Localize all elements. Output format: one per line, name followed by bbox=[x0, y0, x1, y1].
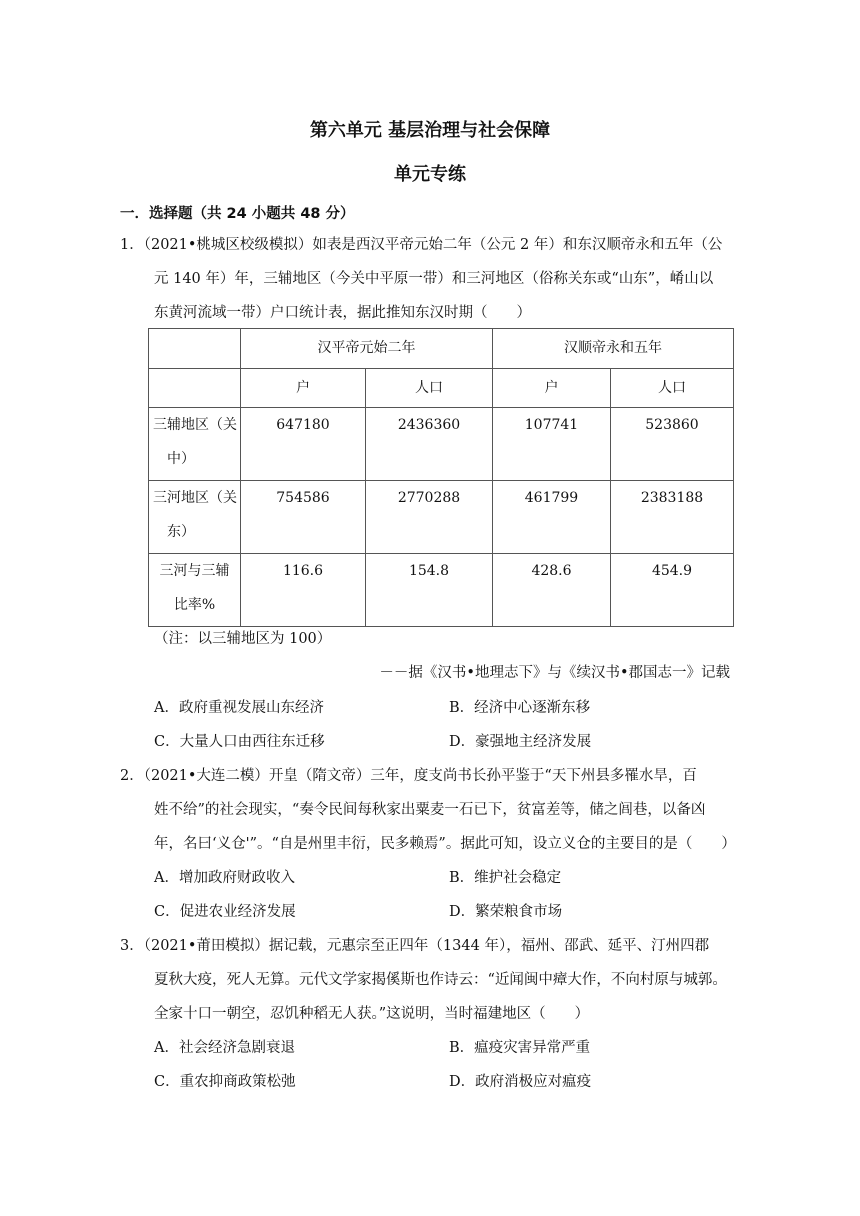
question-1-options bbox=[154, 691, 754, 759]
question-3-line-1: 3．（2021•莆田模拟）据记载，元惠宗至正四年（1344 年），福州、邵武、延平、汀州四郡 bbox=[120, 938, 710, 954]
table-subheader-households-1: 户 bbox=[241, 369, 366, 408]
table-cell: 154.8 bbox=[366, 554, 493, 627]
question-2-option-b[interactable]: B．维护社会稳定 bbox=[449, 870, 562, 886]
question-3-option-d[interactable]: D．政府消极应对瘟疫 bbox=[449, 1074, 592, 1090]
table-cell: 116.6 bbox=[241, 554, 366, 627]
table-row-label: 三河与三辅 比率% bbox=[149, 554, 241, 627]
table-header-period-2: 汉顺帝永和五年 bbox=[493, 329, 734, 369]
question-2-line-1: 2．（2021•大连二模）开皇（隋文帝）三年，度支尚书长孙平鉴于“天下州县多罹水旱，百 bbox=[120, 768, 697, 784]
question-1-option-d[interactable]: D．豪强地主经济发展 bbox=[449, 734, 592, 750]
question-2-options bbox=[154, 861, 754, 929]
table-cell: 428.6 bbox=[493, 554, 611, 627]
question-1-option-a[interactable]: A．政府重视发展山东经济 bbox=[154, 700, 324, 716]
question-1-line-3: 东黄河流域一带）户口统计表，据此推知东汉时期（ ） bbox=[154, 305, 531, 321]
table-row-label: 三河地区（关 东） bbox=[149, 481, 241, 554]
table-corner-cell bbox=[149, 329, 241, 369]
question-2-line-2: 姓不给”的社会现实，“奏令民间每秋家出粟麦一石已下，贫富差等，储之闾巷，以备凶 bbox=[154, 802, 706, 818]
question-1-option-c[interactable]: C．大量人口由西往东迁移 bbox=[154, 734, 325, 750]
table-subheader-households-2: 户 bbox=[493, 369, 611, 408]
question-3-line-3: 全家十口一朝空，忍饥种稻无人获。”这说明，当时福建地区（ ） bbox=[154, 1006, 590, 1022]
table-subheader-population-2: 人口 bbox=[611, 369, 734, 408]
table-cell: 2770288 bbox=[366, 481, 493, 554]
question-2-option-d[interactable]: D．繁荣粮食市场 bbox=[449, 904, 563, 920]
question-3-stem bbox=[120, 929, 735, 1031]
table-row-label: 三辅地区（关 中） bbox=[149, 408, 241, 481]
table-subheader-empty bbox=[149, 369, 241, 408]
table-cell: 2436360 bbox=[366, 408, 493, 481]
table-header-period-1: 汉平帝元始二年 bbox=[241, 329, 493, 369]
question-1-option-b[interactable]: B．经济中心逐渐东移 bbox=[449, 700, 591, 716]
question-3-option-b[interactable]: B．瘟疫灾害异常严重 bbox=[449, 1040, 591, 1056]
question-1-line-2: 元 140 年）年，三辅地区（今关中平原一带）和三河地区（俗称关东或“山东”，崤山以 bbox=[154, 271, 714, 287]
table-row bbox=[149, 554, 734, 627]
question-3-line-2: 夏秋大疫，死人无算。元代文学家揭傒斯也作诗云：“近闻闽中瘴大作，不向村原与城郭。 bbox=[154, 972, 727, 988]
table-row bbox=[149, 408, 734, 481]
table-cell: 454.9 bbox=[611, 554, 734, 627]
table-note: （注：以三辅地区为 100） bbox=[154, 631, 332, 647]
table-cell: 107741 bbox=[493, 408, 611, 481]
question-3-option-a[interactable]: A．社会经济急剧衰退 bbox=[154, 1040, 295, 1056]
question-3-options bbox=[154, 1031, 754, 1099]
table-source: －－据《汉书•地理志下》与《续汉书•郡国志一》记载 bbox=[379, 665, 730, 681]
question-2-option-c[interactable]: C．促进农业经济发展 bbox=[154, 904, 296, 920]
page-title: 第六单元 基层治理与社会保障 bbox=[309, 120, 551, 141]
table-cell: 754586 bbox=[241, 481, 366, 554]
question-3-option-c[interactable]: C．重农抑商政策松弛 bbox=[154, 1074, 296, 1090]
question-2-stem bbox=[120, 759, 735, 861]
table-cell: 2383188 bbox=[611, 481, 734, 554]
table-row bbox=[149, 481, 734, 554]
household-population-table bbox=[148, 328, 734, 627]
table-cell: 461799 bbox=[493, 481, 611, 554]
question-1-stem bbox=[120, 228, 735, 330]
table-cell: 523860 bbox=[611, 408, 734, 481]
question-1-line-1: 1．（2021•桃城区校级模拟）如表是西汉平帝元始二年（公元 2 年）和东汉顺帝永和五年（公 bbox=[120, 237, 723, 253]
question-2-option-a[interactable]: A．增加政府财政收入 bbox=[154, 870, 295, 886]
section-heading: 一．选择题（共 24 小题共 48 分） bbox=[120, 206, 355, 222]
table-cell: 647180 bbox=[241, 408, 366, 481]
table-subheader-population-1: 人口 bbox=[366, 369, 493, 408]
page-subtitle: 单元专练 bbox=[394, 164, 466, 185]
question-2-line-3: 年，名曰‘义仓'”。“自是州里丰衍，民多赖焉”。据此可知，设立义仓的主要目的是（ ） bbox=[154, 836, 736, 852]
